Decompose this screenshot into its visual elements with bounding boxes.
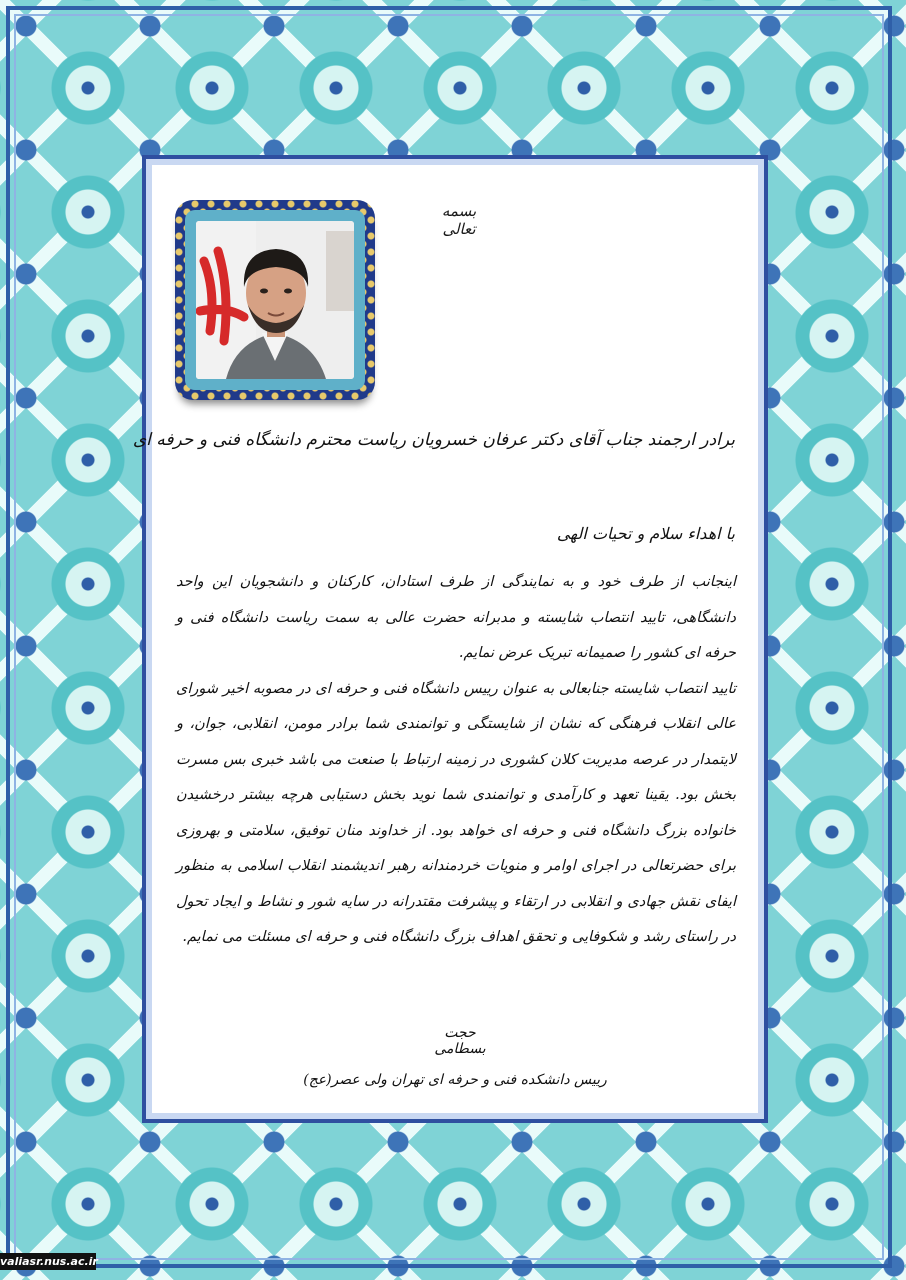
recipient-line: برادر ارجمند جناب آقای دکتر عرفان خسرویان ریاست محترم دانشگاه فنی و حرفه ای xyxy=(132,430,735,450)
greeting-line: با اهداء سلام و تحیات الهی xyxy=(556,524,735,543)
signatory-title: رییس دانشکده فنی و حرفه ای تهران ولی عصر(عج) xyxy=(303,1072,607,1088)
site-watermark: valiasr.nus.ac.ir xyxy=(0,1255,98,1268)
portrait-illustration xyxy=(196,221,354,379)
paragraph: تایید انتصاب شایسته جنابعالی به عنوان رییس دانشگاه فنی و حرفه ای در مصوبه اخیر شورای عالی انقلاب فرهنگی که نشان از شایستگی و توانمندی شما برادر مومن، انقلابی، جوان، و لایتمدار در عرصه مدیریت کلان کشوری در زمینه ارتباط با صنعت می باشد خبری بس مسرت بخش بود. یقینا تعهد و کارآمدی و توانمندی شما نوید بخش دستیابی هرچه بیشتر درخشیدن خانواده بزرگ دانشگاه فنی و حرفه ای خواهد بود. از خداوند منان توفیق، سلامتی و بهروزی برای حضرتعالی در اجرای اوامر و منویات خردمندانه رهبر اندیشمند انقلاب اسلامی به منظور ایفای نقش جهادی و انقلابی در ارتقاء و پیشرفت مقتدرانه در سایه شور و نشاط و ایجاد تحول در راستای رشد و شکوفایی و تحقق اهداف بزرگ دانشگاه فنی و حرفه ای مسئلت می نمایم. xyxy=(176,680,736,945)
letter-body xyxy=(176,565,736,956)
portrait-frame xyxy=(175,200,375,400)
signatory-name: حجت بسطامی xyxy=(434,1025,486,1057)
bismillah-heading: بسمه تعالی xyxy=(441,202,477,238)
portrait-photo xyxy=(196,221,354,379)
paragraph: اینجانب از طرف خود و به نمایندگی از طرف استادان، کارکنان و دانشجویان این واحد دانشگاهی، تایید انتصاب شایسته و مدبرانه حضرت عالی به سمت ریاست دانشگاه فنی و حرفه ای کشور را صمیمانه تبریک عرض نمایم. xyxy=(176,574,736,661)
